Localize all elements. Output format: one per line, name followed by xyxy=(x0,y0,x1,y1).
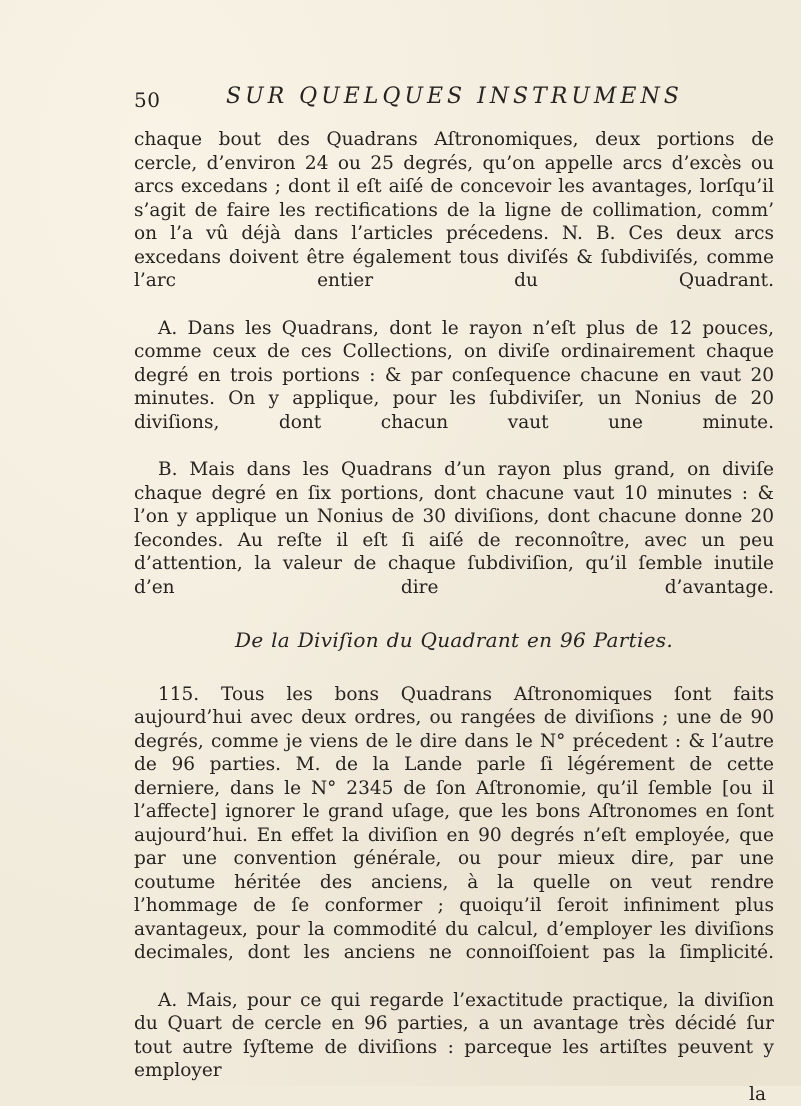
paragraph-a-exactitude: A. Mais, pour ce qui regarde l’exactitude practique, la diviſion du Quart de cercle en 96 parties, a un avantage très décidé ſur tout autre ſyſteme de diviſions : parceque les artiſtes peuvent y employer xyxy=(134,989,774,1083)
paragraph-b-large-quadrans: B. Mais dans les Quadrans d’un rayon plus grand, on diviſe chaque degré en ſix portions, dont chacune vaut 10 minutes : & l’on y applique un Nonius de 30 diviſions, dont chacune donne 20 ſecondes. Au reſte il eſt ſi aiſé de reconnoître, avec un peu d’attention, la valeur de chaque ſubdiviſion, qu’il ſemble inutile d’en dire d’avantage. xyxy=(134,458,774,599)
running-title: SUR QUELQUES INSTRUMENS xyxy=(226,84,683,109)
paragraph-115: 115. Tous les bons Quadrans Aſtronomiques ſont faits aujourd’hui avec deux ordres, ou rangées de diviſions ; une de 90 degrés, comme je viens de le dire dans le N° précedent : & l’autre de 96 parties. M. de la Lande parle ſi légérement de cette derniere, dans le N° 2345 de ſon Aſtronomie, qu’il ſemble [ou il l’affecte] ignorer le grand uſage, que les bons Aſtronomes en ſont aujourd’hui. En effet la diviſion en 90 degrés n’eſt employée, que par une convention générale, ou pour mieux dire, par une coutume héritée des anciens, à la quelle on veut rendre l’hommage de ſe conformer ; quoiqu’il ſeroit infiniment plus avantageux, pour la commodité du calcul, d’employer les diviſions decimales, dont les anciens ne connoiſſoient pas la ſimplicité. xyxy=(134,683,774,965)
running-head xyxy=(134,84,774,114)
paragraph-arcs-excedans: chaque bout des Quadrans Aſtronomiques, deux portions de cercle, d’environ 24 ou 25 degrés, qu’on appelle arcs d’excès ou arcs excedans ; dont il eſt aiſé de concevoir les avantages, lorſqu’il s’agit de faire les rectifications de la ligne de collimation, comm’ on l’a vû déjà dans l’articles précedens. N. B. Ces deux arcs excedans doivent être également tous diviſés & ſubdiviſés, comme l’arc entier du Quadrant. xyxy=(134,128,774,293)
paragraph-a-small-quadrans: A. Dans les Quadrans, dont le rayon n’eſt plus de 12 pouces, comme ceux de ces Collections, on diviſe ordinairement chaque degré en trois portions : & par conſequence chacune en vaut 20 minutes. On y applique, pour les ſubdiviſer, un Nonius de 20 diviſions, dont chacun vaut une minute. xyxy=(134,317,774,435)
page-number: 50 xyxy=(134,88,160,112)
catchword: la xyxy=(134,1083,774,1106)
section-heading: De la Diviſion du Quadrant en 96 Parties. xyxy=(134,629,774,653)
body-text xyxy=(134,128,774,1106)
